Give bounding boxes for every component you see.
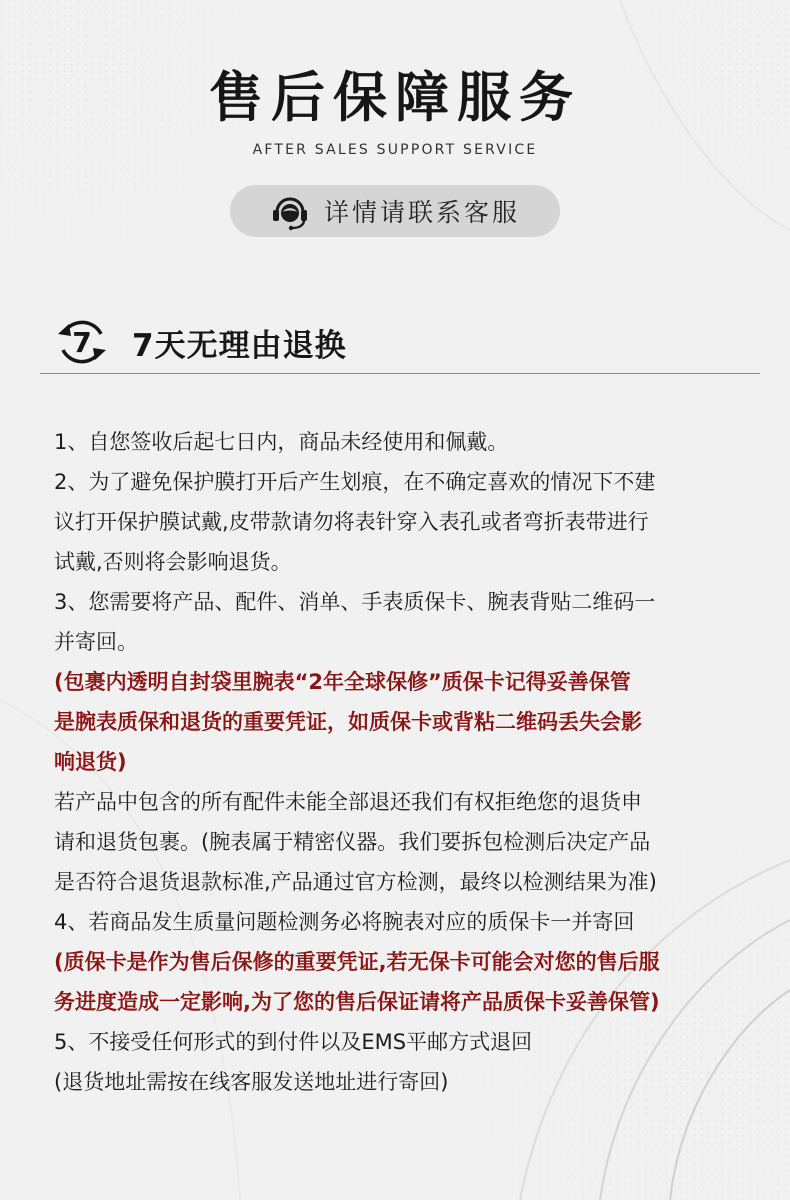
policy-line: 若产品中包含的所有配件未能全部退还我们有权拒绝您的退货申	[54, 790, 642, 814]
policy-line: 议打开保护膜试戴,皮带款请勿将表针穿入表孔或者弯折表带进行	[54, 510, 649, 534]
policy-line: 试戴,否则将会影响退货。	[54, 550, 292, 574]
policy-line: 5、不接受任何形式的到付件以及EMS平邮方式退回	[54, 1030, 533, 1054]
policy-line: 4、若商品发生质量问题检测务必将腕表对应的质保卡一并寄回	[54, 910, 635, 934]
seven-days-icon	[54, 314, 110, 370]
section-header	[54, 312, 347, 372]
contact-service-button[interactable]	[230, 185, 560, 237]
policy-line-highlight: 务进度造成一定影响,为了您的售后保证请将产品质保卡妥善保管)	[54, 990, 660, 1014]
policy-line: 是否符合退货退款标准,产品通过官方检测，最终以检测结果为准)	[54, 870, 657, 894]
headset-icon	[270, 191, 310, 231]
page-subtitle: AFTER SALES SUPPORT SERVICE	[252, 142, 538, 158]
policy-text	[54, 422, 754, 1102]
section-title: 7天无理由退换	[132, 327, 347, 364]
policy-line: (退货地址需按在线客服发送地址进行寄回)	[54, 1070, 449, 1094]
policy-line: 并寄回。	[54, 630, 138, 654]
seven-days-icon-text: 7	[72, 326, 92, 359]
policy-line: 1、自您签收后起七日内，商品未经使用和佩戴。	[54, 430, 509, 454]
contact-service-label: 详情请联系客服	[323, 198, 520, 227]
policy-line-highlight: 是腕表质保和退货的重要凭证，如质保卡或背粘二维码丢失会影	[54, 710, 642, 734]
policy-line: 2、为了避免保护膜打开后产生划痕，在不确定喜欢的情况下不建	[54, 470, 656, 494]
policy-line-highlight: (质保卡是作为售后保修的重要凭证,若无保卡可能会对您的售后服	[54, 950, 660, 974]
policy-line: 请和退货包裹。(腕表属于精密仪器。我们要拆包检测后决定产品	[54, 830, 651, 854]
policy-line: 3、您需要将产品、配件、消单、手表质保卡、腕表背贴二维码一	[54, 590, 656, 614]
page-title: 售后保障服务	[209, 66, 581, 129]
policy-line-highlight: 响退货)	[54, 750, 127, 774]
policy-line-highlight: (包裹内透明自封袋里腕表“2年全球保修”质保卡记得妥善保管	[54, 670, 631, 694]
section-divider	[40, 373, 760, 374]
